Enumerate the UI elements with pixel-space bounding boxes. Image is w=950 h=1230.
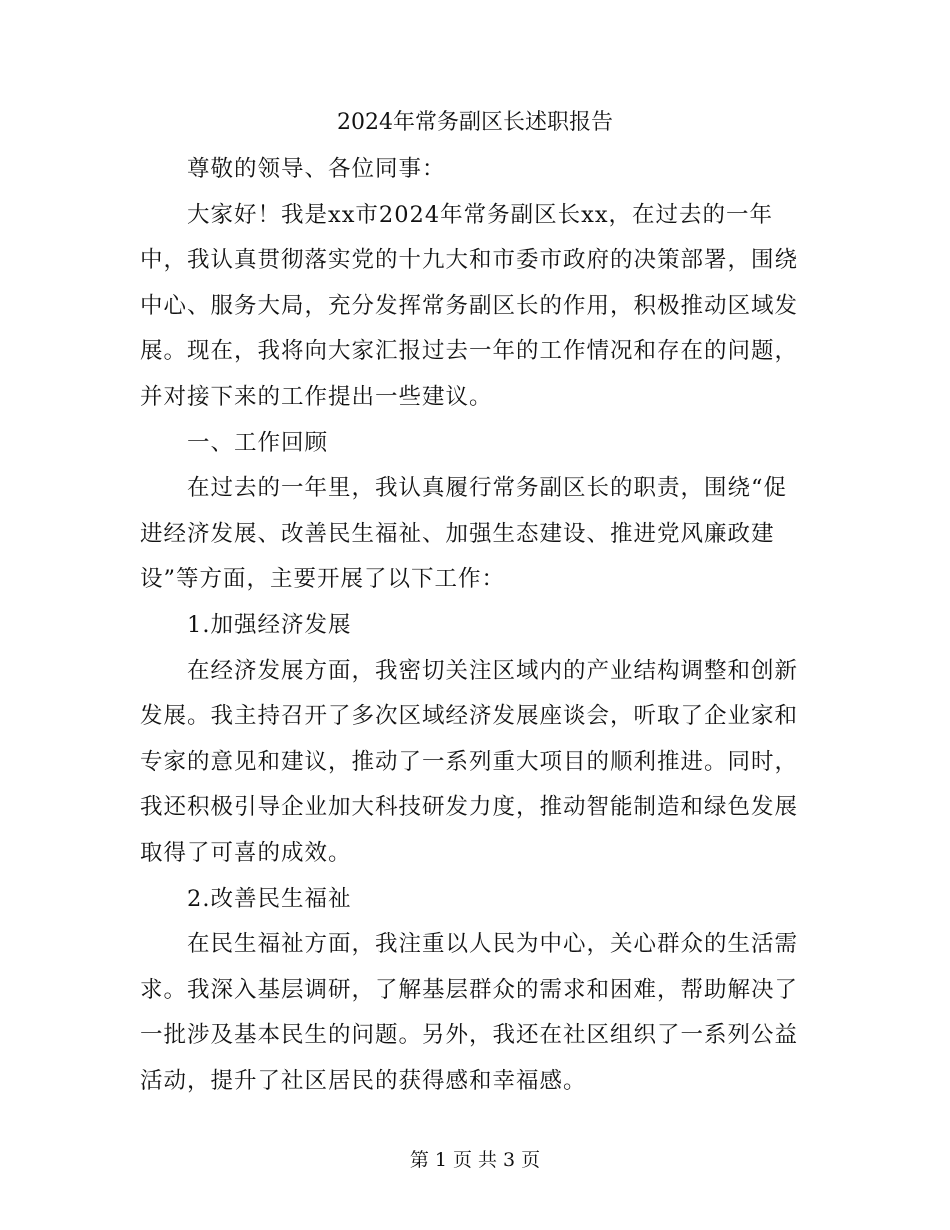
paragraph	[140, 193, 800, 421]
paragraph	[140, 649, 800, 877]
document-body	[140, 147, 800, 1104]
paragraph	[140, 603, 800, 649]
text-line: 中，我认真贯彻落实党的十九大和市委市政府的决策部署，围绕	[140, 247, 799, 274]
paragraph	[140, 421, 800, 467]
text-line: 进经济发展、改善民生福祉、加强生态建设、推进党风廉政建	[140, 520, 775, 547]
text-line: 活动，提升了社区居民的获得感和幸福感。	[140, 1067, 587, 1094]
text-line: 展。现在，我将向大家汇报过去一年的工作情况和存在的问题，	[140, 338, 799, 365]
text-line: 设”等方面，主要开展了以下工作：	[140, 566, 506, 593]
text-line: 发展。我主持召开了多次区域经济发展座谈会，听取了企业家和	[140, 703, 799, 730]
text-line: 大家好！我是xx市2024年常务副区长xx，在过去的一年	[187, 201, 774, 228]
text-line: 中心、服务大局，充分发挥常务副区长的作用，积极推动区域发	[140, 292, 799, 319]
text-line: 1.加强经济发展	[187, 611, 352, 638]
paragraph	[140, 877, 800, 923]
text-line: 在过去的一年里，我认真履行常务副区长的职责，围绕“促	[187, 475, 788, 502]
text-line: 一、工作回顾	[187, 429, 329, 456]
text-line: 专家的意见和建议，推动了一系列重大项目的顺利推进。同时，	[140, 748, 799, 775]
text-line: 在经济发展方面，我密切关注区域内的产业结构调整和创新	[187, 657, 799, 684]
text-line: 一批涉及基本民生的问题。另外，我还在社区组织了一系列公益	[140, 1022, 799, 1049]
text-line: 并对接下来的工作提出一些建议。	[140, 383, 493, 410]
paragraph	[140, 147, 800, 193]
text-line: 取得了可喜的成效。	[140, 839, 352, 866]
text-line: 求。我深入基层调研，了解基层群众的需求和困难，帮助解决了	[140, 976, 799, 1003]
paragraph	[140, 922, 800, 1104]
text-line: 在民生福祉方面，我注重以人民为中心，关心群众的生活需	[187, 931, 799, 958]
document-title: 2024年常务副区长述职报告	[337, 110, 613, 135]
text-line: 我还积极引导企业加大科技研发力度，推动智能制造和绿色发展	[140, 794, 799, 821]
paragraph	[140, 466, 800, 603]
text-line: 尊敬的领导、各位同事：	[187, 156, 446, 182]
page-footer: 第 1 页 共 3 页	[409, 1149, 541, 1171]
text-line: 2.改善民生福祉	[187, 885, 352, 912]
